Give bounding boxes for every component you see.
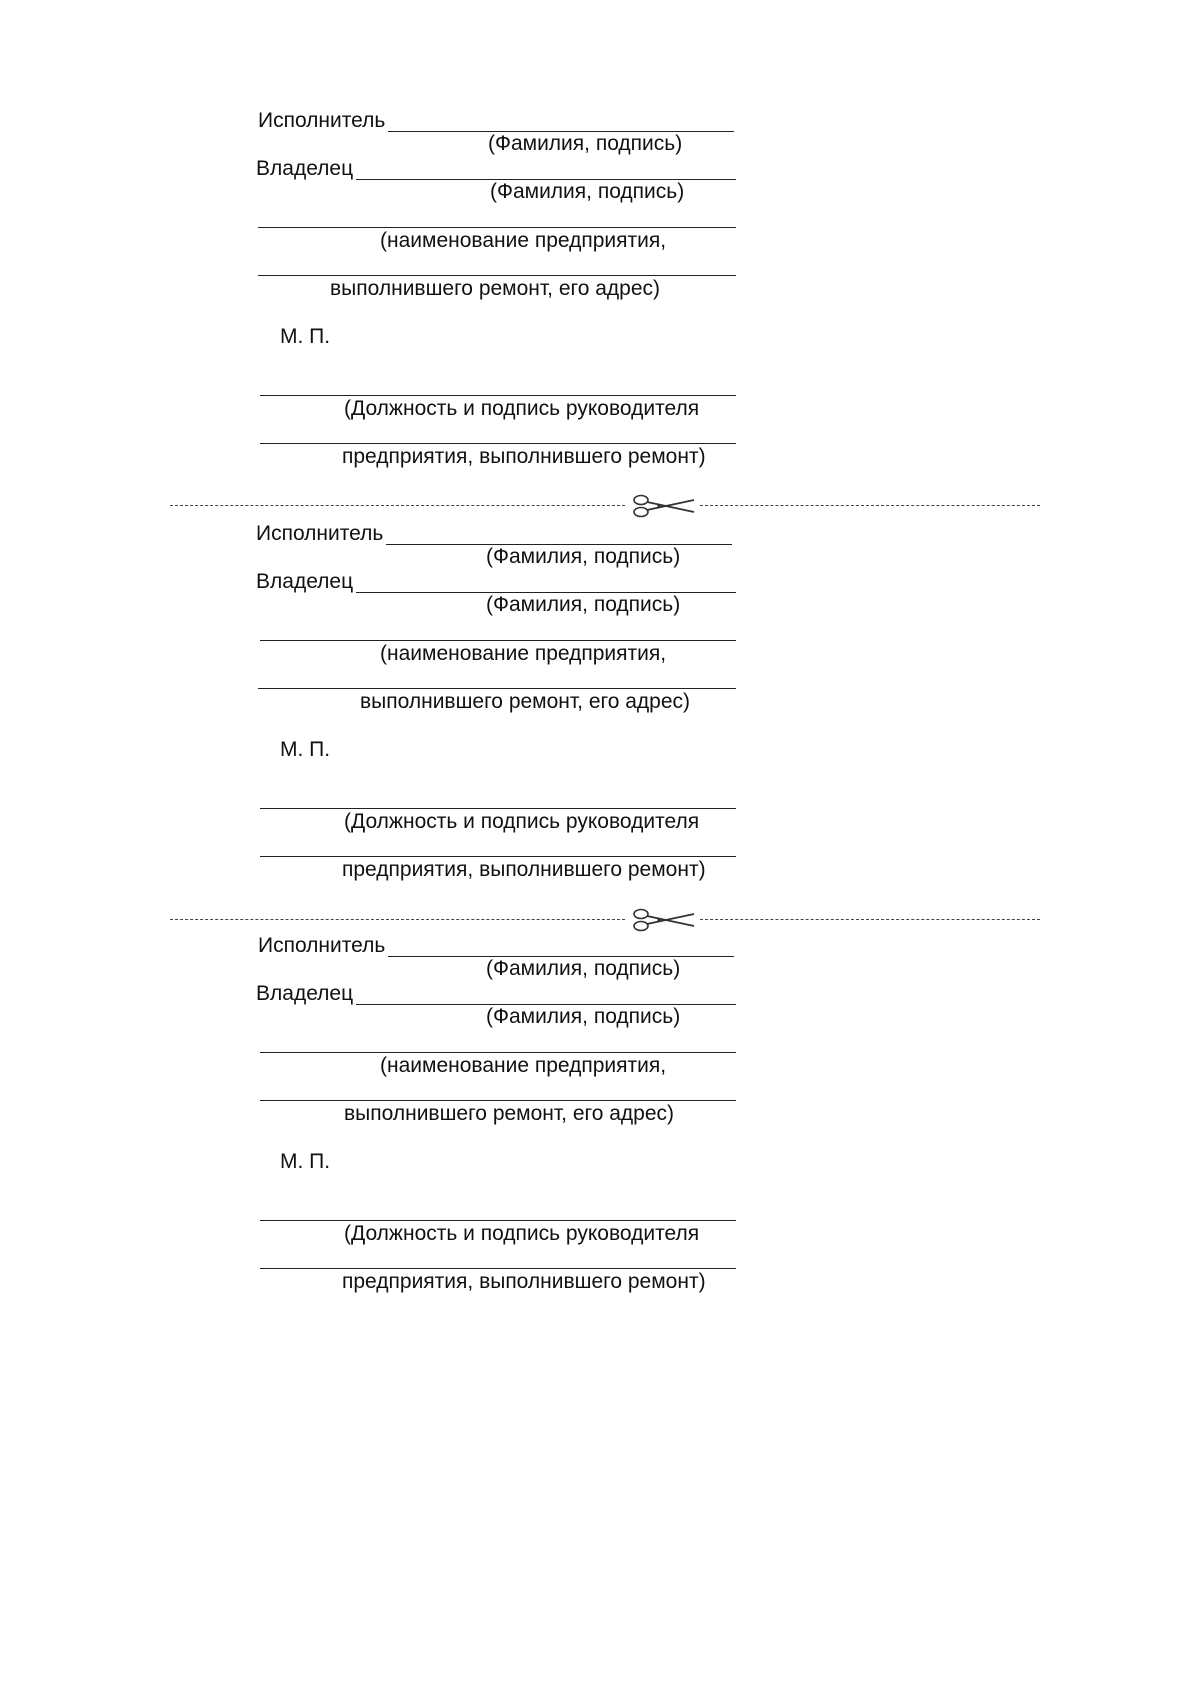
coupon-block-3 <box>0 930 1191 1320</box>
coupon-block-2 <box>0 518 1191 908</box>
owner-hint: (Фамилия, подпись) <box>486 1005 681 1028</box>
executor-label: Исполнитель <box>258 109 386 132</box>
cut-dash-right <box>700 919 1040 920</box>
scissors-icon <box>632 494 696 518</box>
company-hint-2: выполнившего ремонт, его адрес) <box>344 1102 675 1125</box>
executor-hint: (Фамилия, подпись) <box>486 957 681 980</box>
head-hint-2: предприятия, выполнившего ремонт) <box>342 1270 706 1293</box>
executor-label: Исполнитель <box>256 522 384 545</box>
head-hint-2: предприятия, выполнившего ремонт) <box>342 445 706 468</box>
scissors-icon <box>632 908 696 932</box>
company-hint-1: (наименование предприятия, <box>380 1054 667 1077</box>
cut-line-1 <box>170 494 1040 518</box>
coupon-block-1 <box>0 105 1191 495</box>
executor-hint: (Фамилия, подпись) <box>488 132 683 155</box>
stamp-place: М. П. <box>280 738 331 761</box>
head-position-line[interactable] <box>260 395 736 396</box>
cut-dash-left <box>170 505 625 506</box>
cut-dash-right <box>700 505 1040 506</box>
stamp-place: М. П. <box>280 325 331 348</box>
head-hint-2: предприятия, выполнившего ремонт) <box>342 858 706 881</box>
cut-line-2 <box>170 908 1040 932</box>
owner-hint: (Фамилия, подпись) <box>490 180 685 203</box>
company-hint-1: (наименование предприятия, <box>380 642 667 665</box>
head-position-line[interactable] <box>260 808 736 809</box>
head-signature-line[interactable] <box>260 1268 736 1269</box>
head-hint-1: (Должность и подпись руководителя <box>344 1222 700 1245</box>
head-signature-line[interactable] <box>260 443 736 444</box>
owner-label: Владелец <box>256 982 354 1005</box>
company-address-line[interactable] <box>258 688 736 689</box>
company-address-line[interactable] <box>260 1100 736 1101</box>
head-hint-1: (Должность и подпись руководителя <box>344 397 700 420</box>
executor-label: Исполнитель <box>258 934 386 957</box>
owner-label: Владелец <box>256 570 354 593</box>
company-address-line[interactable] <box>258 275 736 276</box>
company-name-line[interactable] <box>260 1052 736 1053</box>
owner-label: Владелец <box>256 157 354 180</box>
stamp-place: М. П. <box>280 1150 331 1173</box>
company-name-line[interactable] <box>258 227 736 228</box>
company-hint-2: выполнившего ремонт, его адрес) <box>360 690 691 713</box>
head-hint-1: (Должность и подпись руководителя <box>344 810 700 833</box>
head-position-line[interactable] <box>260 1220 736 1221</box>
cut-dash-left <box>170 919 625 920</box>
company-hint-2: выполнившего ремонт, его адрес) <box>330 277 661 300</box>
owner-hint: (Фамилия, подпись) <box>486 593 681 616</box>
head-signature-line[interactable] <box>260 856 736 857</box>
company-name-line[interactable] <box>260 640 736 641</box>
company-hint-1: (наименование предприятия, <box>380 229 667 252</box>
executor-hint: (Фамилия, подпись) <box>486 545 681 568</box>
